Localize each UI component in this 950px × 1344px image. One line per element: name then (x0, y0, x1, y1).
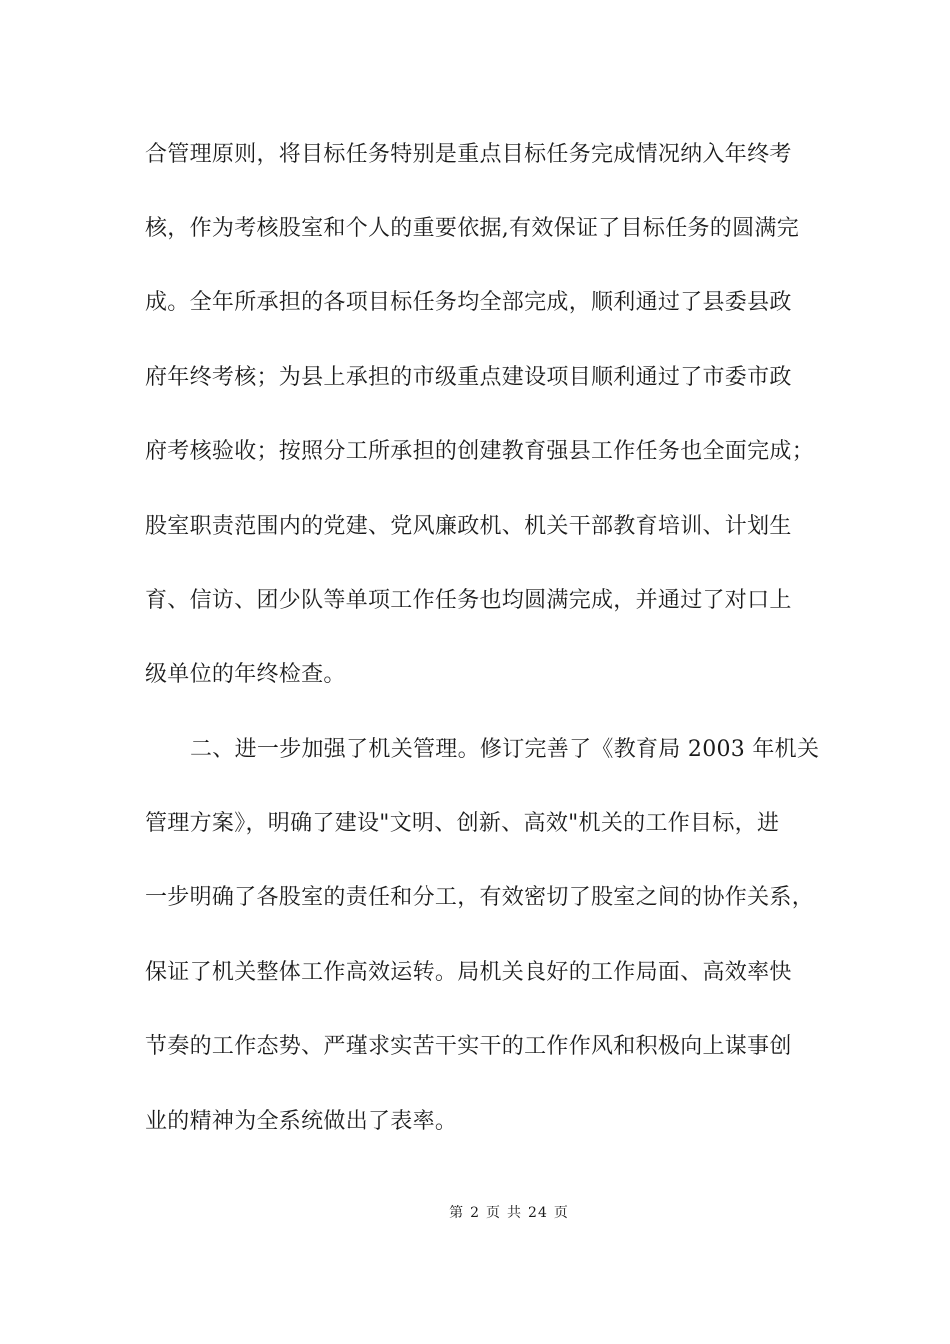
body-line: 合管理原则，将目标任务特别是重点目标任务完成情况纳入年终考 (145, 142, 792, 167)
body-line: 级单位的年终检查。 (145, 662, 346, 687)
body-line: 业的精神为全系统做出了表率。 (145, 1109, 458, 1134)
page-number-footer (0, 1203, 950, 1223)
footer-current-page: 2 (470, 1205, 481, 1221)
body-line: 核，作为考核股室和个人的重要依据,有效保证了目标任务的圆满完 (145, 216, 799, 241)
body-line: 保证了机关整体工作高效运转。局机关良好的工作局面、高效率快 (145, 960, 792, 985)
body-line: 管理方案》，明确了建设"文明、创新、高效"机关的工作目标，进 (145, 811, 780, 836)
body-line: 育、信访、团少队等单项工作任务也均圆满完成，并通过了对口上 (145, 588, 792, 613)
footer-prefix: 第 (449, 1205, 465, 1221)
body-line: 府考核验收；按照分工所承担的创建教育强县工作任务也全面完成； (145, 439, 815, 464)
body-line: 一步明确了各股室的责任和分工，有效密切了股室之间的协作关系， (145, 885, 815, 910)
body-line: 成。全年所承担的各项目标任务均全部完成，顺利通过了县委县政 (145, 290, 792, 315)
body-line: 股室职责范围内的党建、党风廉政机、机关干部教育培训、计划生 (145, 514, 792, 539)
footer-total-pages: 24 (528, 1205, 548, 1221)
body-line: 节奏的工作态势、严瑾求实苦干实干的工作作风和积极向上谋事创 (145, 1034, 792, 1059)
footer-suffix: 页 (553, 1205, 569, 1221)
body-line: 府年终考核；为县上承担的市级重点建设项目顺利通过了市委市政 (145, 365, 792, 390)
paragraph-heading-line: 二、进一步加强了机关管理。修订完善了《教育局 2003 年机关 (190, 737, 820, 762)
footer-total-word: 共 (507, 1205, 523, 1221)
footer-page-word: 页 (486, 1205, 502, 1221)
